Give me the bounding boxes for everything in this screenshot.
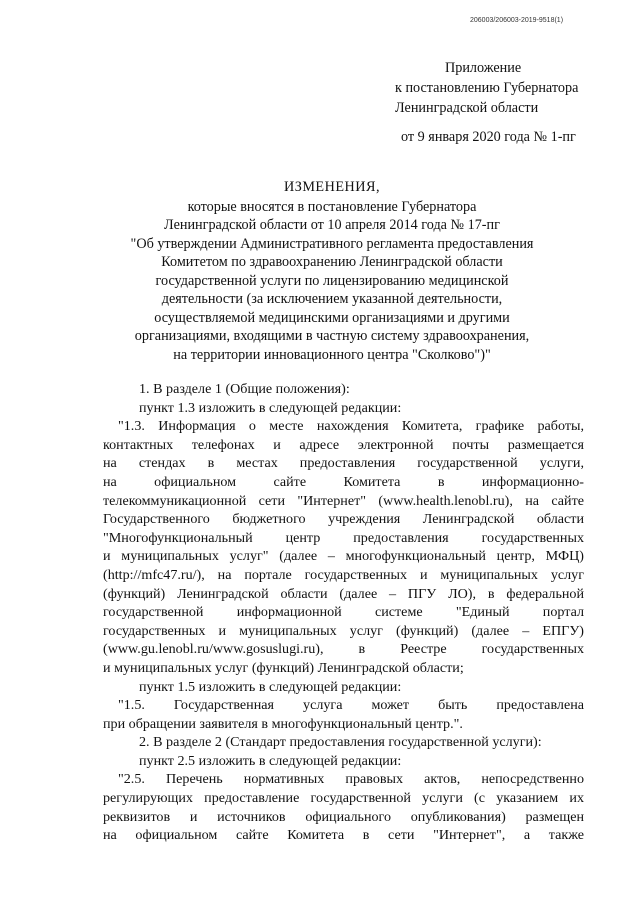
body-text-line: (www.gu.lenobl.ru/www.gosuslugi.ru), в Реестре государственных (103, 641, 584, 658)
body-text-line: "2.5. Перечень нормативных правовых актов, непосредственно (118, 771, 584, 788)
body-text-line: 2. В разделе 2 (Стандарт предоставления государственной услуги): (139, 734, 542, 751)
body-text-line: государственных и муниципальных услуг (функций) (далее – ЕПГУ) (103, 622, 584, 639)
title-line: деятельности (за исключением указанной деятельности, (161, 291, 503, 307)
title-line: государственной услуги по лицензированию медицинской (155, 272, 509, 289)
body-text-line: телекоммуникационной сети "Интернет" (www.health.lenobl.ru), на сайте (103, 492, 584, 509)
body-text-line: "1.3. Информация о месте нахождения Комитета, графике работы, (118, 418, 584, 435)
document-title (92, 178, 572, 364)
document-body (103, 380, 584, 845)
title-line: Комитетом по здравоохранению Ленинградской области (161, 254, 503, 270)
body-text-line: реквизитов и источников официального опубликования) размещен (103, 808, 584, 825)
attachment-line: Ленинградской области (395, 100, 539, 116)
body-text-line: государственной информационной системе "Единый портал (103, 604, 584, 621)
title-line: Ленинградской области от 10 апреля 2014 года № 17-пг (164, 217, 500, 233)
body-text-line: (функций) Ленинградской области (далее – ПГУ ЛО), в федеральной (103, 585, 584, 602)
title-line: на территории инновационного центра "Сколково")" (173, 346, 491, 363)
attachment-line: Приложение (445, 60, 522, 76)
body-text-line: и муниципальных услуг (функций) Ленинградской области; (103, 659, 464, 676)
body-text-line: 1. В разделе 1 (Общие положения): (139, 381, 350, 397)
body-text-line: и муниципальных услуг" (далее – многофункциональный центр, МФЦ) (103, 548, 584, 565)
title-line: осуществляемой медицинскими организациями и другими (154, 309, 510, 326)
attachment-date-line: от 9 января 2020 года № 1-пг (401, 129, 576, 145)
body-text-line: контактных телефонах и адресе электронной почты размещается (103, 436, 584, 453)
title-line: "Об утверждении Административного регламента предоставления (130, 235, 534, 252)
body-text-line: пункт 1.5 изложить в следующей редакции: (139, 678, 402, 695)
title-line: которые вносятся в постановление Губернатора (187, 198, 477, 215)
body-text-line: "Многофункциональный центр предоставления государственных (103, 529, 584, 546)
body-text-line: пункт 1.3 изложить в следующей редакции: (139, 399, 402, 416)
body-text-line: на стендах в местах предоставления государственной услуги, (103, 455, 584, 472)
title-heading: ИЗМЕНЕНИЯ, (283, 179, 381, 195)
body-text-line: регулирующих предоставление государственной услуги (с указанием их (103, 790, 584, 807)
body-text-line: на официальном сайте Комитета в сети "Интернет", а также (103, 827, 584, 844)
body-text-line: Государственного бюджетного учреждения Ленинградской области (103, 511, 584, 528)
body-text-line: "1.5. Государственная услуга может быть предоставлена (118, 697, 584, 714)
body-text-line: пункт 2.5 изложить в следующей редакции: (139, 752, 402, 769)
body-text-line: (http://mfc47.ru/), на портале государственных и муниципальных услуг (103, 566, 584, 583)
title-line: организациями, входящими в частную систему здравоохранения, (134, 328, 530, 344)
attachment-line: к постановлению Губернатора (395, 80, 579, 96)
body-text-line: на официальном сайте Комитета в информационно- (103, 473, 584, 490)
body-text-line: при обращении заявителя в многофункциональный центр.". (103, 715, 463, 732)
attachment-header (395, 58, 635, 147)
document-registration-number: 206003/206003-2019-9518(1) (470, 17, 564, 24)
